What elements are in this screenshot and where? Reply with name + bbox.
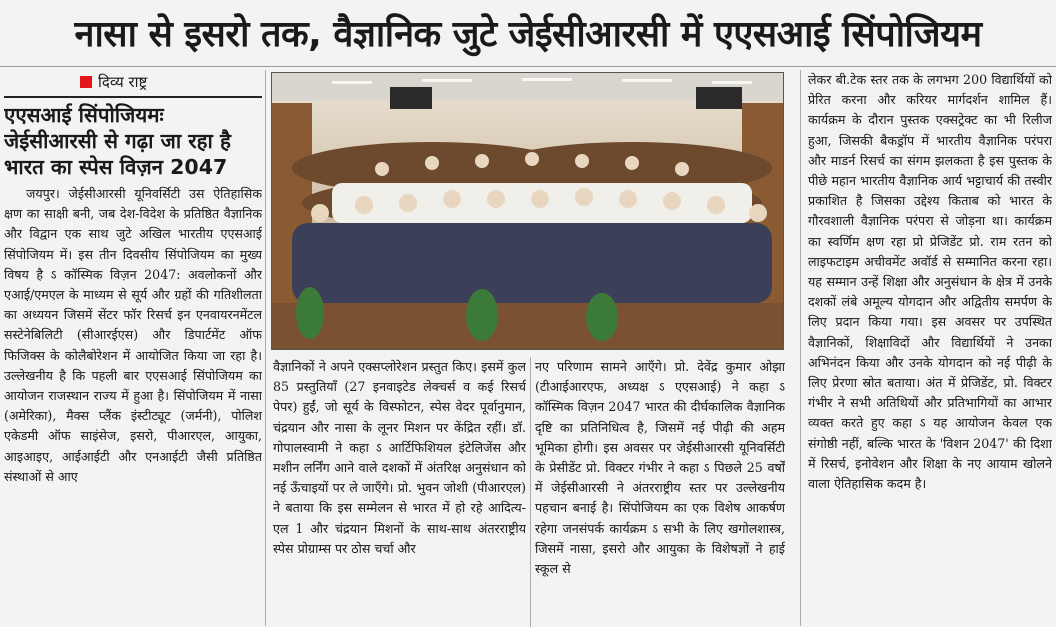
byline-text: दिव्य राष्ट्र xyxy=(98,73,148,91)
subheadline: एएसआई सिंपोजियमः जेईसीआरसी से गढ़ा जा रहा है भारत का स्पेस विज़न 2047 xyxy=(4,96,262,180)
column-2 xyxy=(273,357,526,627)
column-divider xyxy=(530,357,531,627)
column-divider xyxy=(265,70,266,626)
column-4-text: लेकर बी.टेक स्तर तक के लगभग 200 विद्यार्थियों को प्रेरित करना और करियर मार्गदर्शन शामिल हैं। कार्यक्रम के दौरान पुस्तक एक्सट्रेक्ट का भी रिलीज हुआ, जिसकी बैकड्रॉप में भारतीय वैज्ञानिक परंपरा और माडर्न रिसर्च का संगम झलकता है इस पुस्तक के पीछे महान भारतीय वैज्ञानिक आर्य भट्टाचार्य की तस्वीर प्रकाशित है जिसका उद्देश्य किताब को भारत के गौरवशाली वैज्ञानिक परंपरा से जोड़ना था। कार्यक्रम का स्वर्णिम क्षण रहा प्रो प्रेजिडेंट प्रो. राम रतन को लाइफटाइम अचीवमेंट अवॉर्ड से सम्मानित करना रहा। यह सम्मान उन्हें शिक्षा और अनुसंधान के क्षेत्र में उनके दशकों लंबे अमूल्य योगदान और अद्वितीय समर्पण के लिए प्रदान किया गया। इस अवसर पर उपस्थित वैज्ञानिकों, शिक्षाविदों और विद्यार्थियों ने उनका अभिनंदन किया और उनके योगदान को नई पीढ़ी के लिए प्रेरणा स्रोत बताया। अंत में प्रेजिडेंट, प्रो. विक्टर गंभीर ने सभी अतिथियों और प्रतिभागियों का आभार व्यक्त करते हुए कहा ऽ यह आयोजन केवल एक संगोष्ठी नहीं, बल्कि भारत के 'विशन 2047' की दिशा में रिसर्च, इनोवेशन और शिक्षा के नए आयाम खोलने वाला ऐतिहासिक कदम है। xyxy=(808,72,1052,492)
column-4 xyxy=(808,70,1052,626)
column-1-text: जयपुर। जेईसीआरसी यूनिवर्सिटी उस ऐतिहासिक क्षण का साक्षी बनी, जब देश-विदेश के प्रतिष्ठित वैज्ञानिक और विद्वान एक साथ जुटे अखिल भारतीय एएसआई सिंपोजियम में। इस तीन दिवसीय सिंपोजियम का मुख्य विषय है ऽ कॉस्मिक विज़न 2047: अवलोकनों और एआई/एमएल के माध्यम से सूर्य और ग्रहों की गतिशीलता का अध्ययन जिसमें सेंटर फॉर रिसर्च इन एनवायरनमेंटल सस्टेनेबिलिटी (सीआरईएस) और डिपार्टमेंट ऑफ फिजिक्स के कोलैबोरेशन में आयोजित किया जा रहा है। उल्लेखनीय है कि पहली बार एएसआई सिंपोजियम का आयोजन राजस्थान राज्य में हुआ है। सिंपोजियम में नासा (अमेरिका), मैक्स प्लैंक इंस्टीट्यूट (जर्मनी), पोलिश एकेडमी ऑफ साइंसेज, इसरो, पीआरएल, आयुका, आइआइए, आईआईटी और एनआईटी जैसी प्रतिष्ठित संस्थाओं से आए xyxy=(4,186,262,484)
column-1 xyxy=(4,70,262,626)
byline-square-icon xyxy=(80,76,92,88)
column-divider xyxy=(800,70,801,626)
headline: नासा से इसरो तक, वैज्ञानिक जुटे जेईसीआरसी में एएसआई सिंपोजियम xyxy=(74,13,982,55)
group-photo xyxy=(271,72,784,350)
byline xyxy=(80,72,262,92)
headline-rule xyxy=(0,66,1056,67)
column-3-text: नए परिणाम सामने आएँगे। प्रो. देवेंद्र कुमार ओझा (टीआईआरएफ, अध्यक्ष ऽ एएसआई) ने कहा ऽ कॉस्मिक विज़न 2047 भारत की दीर्घकालिक वैज्ञानिक दृष्टि का प्रतिनिधित्व है, जिसमें नई पीढ़ी की अहम भूमिका होगी। इस अवसर पर जेईसीआरसी यूनिवर्सिटी के प्रेसीडेंट प्रो. विक्टर गंभीर ने कहा ऽ पिछले 25 वर्षों में जेईसीआरसी ने अंतरराष्ट्रीय स्तर पर उल्लेखनीय पहचान बनाई है। सिंपोजियम का एक विशेष आकर्षण रहेगा जनसंपर्क कार्यक्रम ऽ सभी के लिए खगोलशास्त्र, जिसमें नासा, इसरो और आयुका के विशेषज्ञों ने हाई स्कूल से xyxy=(535,359,785,577)
column-3 xyxy=(535,357,785,627)
column-2-text: वैज्ञानिकों ने अपने एक्सप्लोरेशन प्रस्तुत किए। इसमें कुल 85 प्रस्तुतियाँ (27 इनवाइटेड लेक्चर्स व कई रिसर्च पेपर) हुईं, जो सूर्य के विस्फोटन, स्पेस वेदर पूर्वानुमान, चंद्रयान और नासा के लूनर मिशन पर केंद्रित रहीं। डॉ. गोपालस्वामी ने कहा ऽ आर्टिफिशियल इंटेलिजेंस और मशीन लर्निंग आने वाले दशकों में अंतरिक्ष अनुसंधान को नई ऊँचाइयों पर ले जाएँगे। प्रो. भुवन जोशी (पीआरएल) ने बताया कि इस सम्मेलन से भारत में हो रहे आदित्य-एल 1 और चंद्रयान मिशनों के साथ-साथ अंतरराष्ट्रीय स्पेस प्रोग्राम्स पर ठोस चर्चा और xyxy=(273,359,526,556)
